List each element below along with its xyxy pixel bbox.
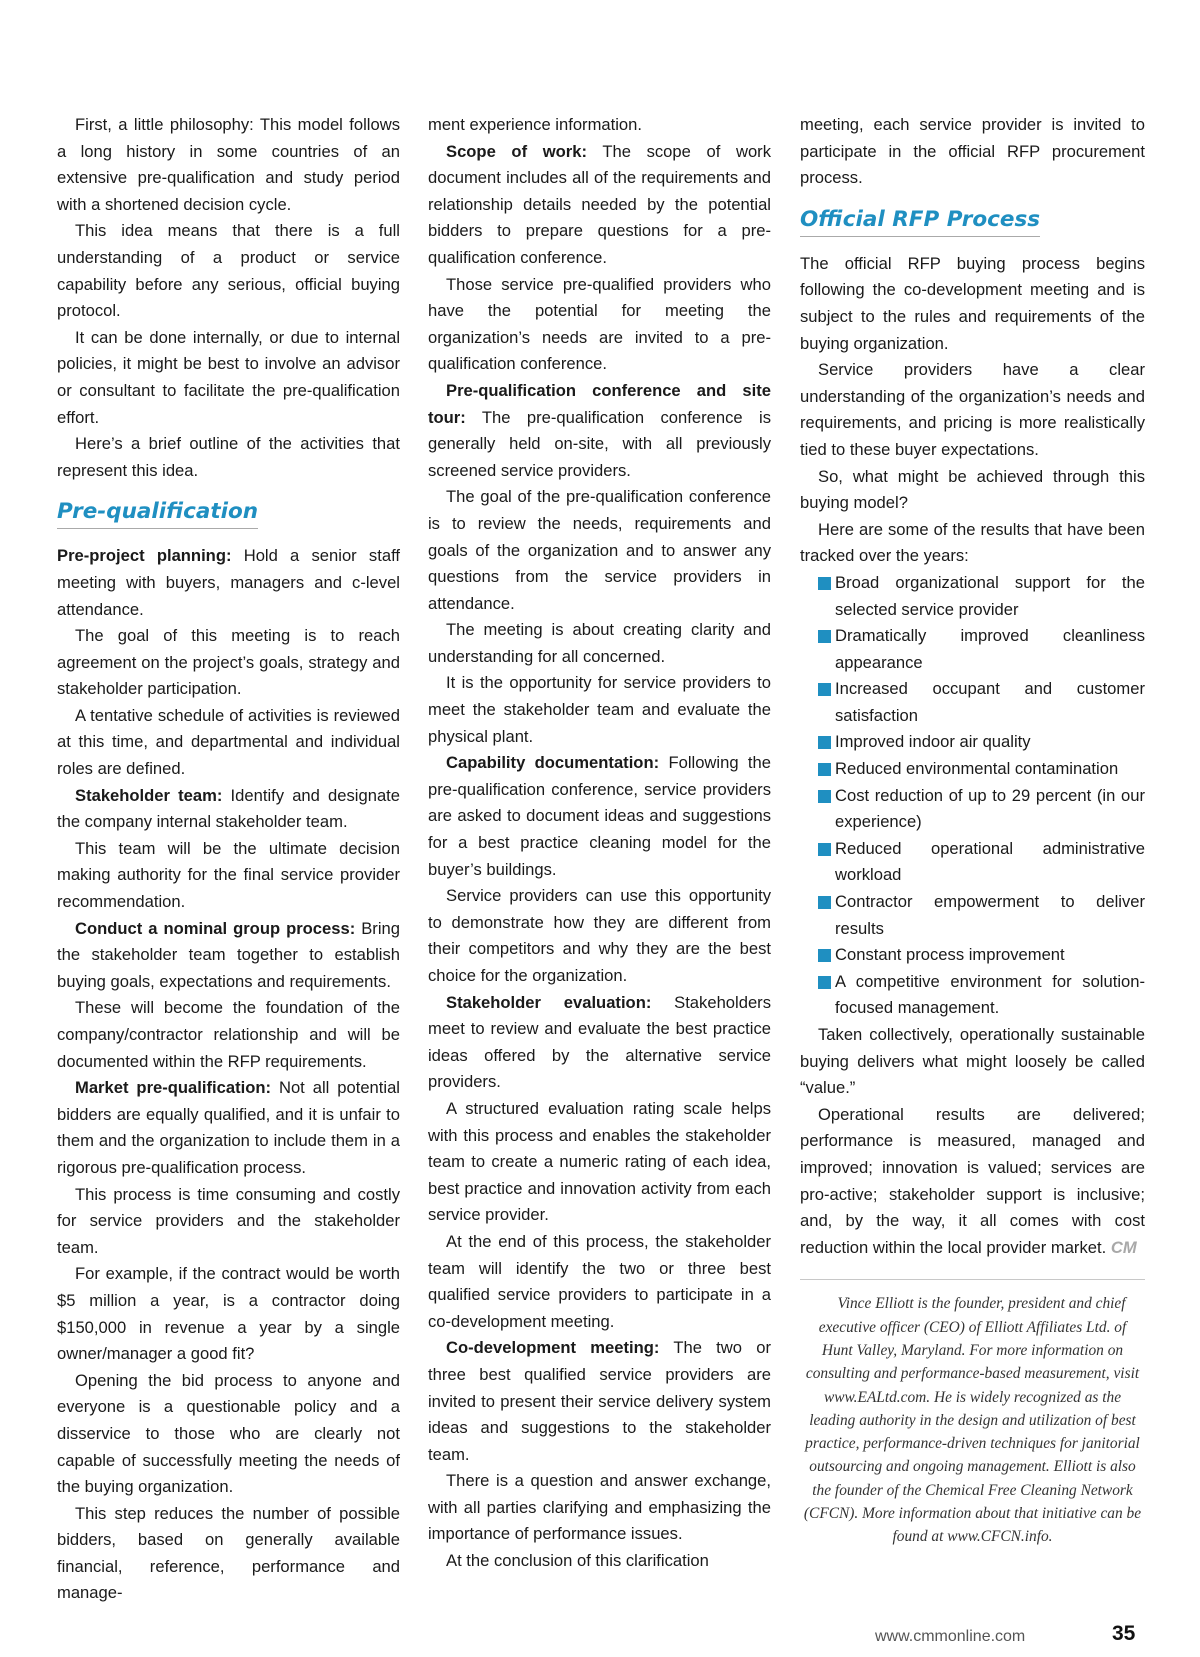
paragraph: For example, if the contract would be worth $5 million a year, is a contractor doing $150,000 in revenue a year by a single owner/manager a good fit? bbox=[57, 1264, 400, 1364]
list-item: Constant process improvement bbox=[800, 942, 1145, 969]
paragraph-capability-documentation bbox=[428, 750, 771, 883]
paragraph: So, what might be achieved through this buying model? bbox=[800, 466, 1145, 513]
square-bullet-icon bbox=[818, 949, 831, 962]
run-in-label: Co-development meeting: bbox=[446, 1338, 660, 1358]
paragraph-text: Following the pre-qualification conference, service providers are asked to document ideas and suggestions for a best practice cleaning model for the buyer’s buildings. bbox=[428, 753, 771, 879]
paragraph: The meeting is about creating clarity and understanding for all concerned. bbox=[428, 620, 771, 666]
author-bio: Vince Elliott is the founder, president and chief executive officer (CEO) of Elliott Affiliates Ltd. of Hunt Valley, Maryland. For more information on consulting and performance-based measurement, visit www.EALtd.com. He is widely recognized as the leading authority in the design and utilization of best practice, performance-driven techniques for janitorial outsourcing and ongoing management. Elliott is also the founder of the Chemical Free Cleaning Network (CFCN). More information about that initiative can be found at www.CFCN.info. bbox=[803, 1295, 1142, 1546]
list-item: Dramatically improved cleanliness appearance bbox=[800, 623, 1145, 676]
list-item: Reduced operational administrative workload bbox=[800, 836, 1145, 889]
paragraph: This step reduces the number of possible bidders, based on generally available financial, reference, performance and manage- bbox=[57, 1503, 400, 1603]
list-item: Improved indoor air quality bbox=[800, 729, 1145, 756]
paragraph-text: Operational results are delivered; performance is measured, managed and improved; innovation is valued; services are pro-active; stakeholder support is inclusive; and, by the way, it all comes with cost reduction within the local provider market. bbox=[800, 1104, 1145, 1257]
run-in-label: Capability documentation: bbox=[446, 753, 660, 773]
paragraph: These will become the foundation of the company/contractor relationship and will be documented within the RFP requirements. bbox=[57, 998, 400, 1071]
run-in-label: Market pre-qualification: bbox=[75, 1078, 272, 1098]
paragraph-text: Not all potential bidders are equally qualified, and it is unfair to them and the organization to include them in a rigorous pre-qualification process. bbox=[57, 1078, 400, 1177]
run-in-label: Conduct a nominal group process: bbox=[75, 918, 356, 938]
square-bullet-icon bbox=[818, 763, 831, 776]
list-item: A competitive environment for solution-focused management. bbox=[800, 969, 1145, 1022]
paragraph: meeting, each service provider is invited to participate in the official RFP procurement process. bbox=[800, 115, 1145, 188]
paragraph-text: Stakeholders meet to review and evaluate the best practice ideas offered by the alternative service providers. bbox=[428, 992, 771, 1092]
square-bullet-icon bbox=[818, 683, 831, 696]
square-bullet-icon bbox=[818, 736, 831, 749]
paragraph: The goal of this meeting is to reach agreement on the project’s goals, strategy and stakeholder participation. bbox=[57, 626, 400, 699]
paragraph: It is the opportunity for service providers to meet the stakeholder team and evaluate the physical plant. bbox=[428, 673, 771, 746]
paragraph: ment experience information. bbox=[428, 115, 642, 134]
paragraph-stakeholder-evaluation bbox=[428, 990, 771, 1096]
paragraph-text: The two or three best qualified service providers are invited to present their service delivery system ideas and suggestions to the stakeholder team. bbox=[428, 1338, 771, 1464]
paragraph: A structured evaluation rating scale helps with this process and enables the stakeholder team to create a numeric rating of each idea, best practice and innovation activity from each service provider. bbox=[428, 1098, 771, 1225]
run-in-label: Scope of work: bbox=[446, 141, 587, 161]
paragraph-pre-project bbox=[57, 543, 400, 623]
paragraph: Service providers can use this opportunity to demonstrate how they are different from their competitors and why they are the best choice for the organization. bbox=[428, 886, 771, 985]
square-bullet-icon bbox=[818, 577, 831, 590]
bio-divider bbox=[800, 1279, 1145, 1280]
paragraph-text: The scope of work document includes all of the requirements and relationship details needed by the potential bidders to prepare questions for a pre-qualification conference. bbox=[428, 141, 772, 267]
paragraph-text: Hold a senior staff meeting with buyers, managers and c-level attendance. bbox=[57, 546, 400, 619]
paragraph: This team will be the ultimate decision making authority for the final service provider recommendation. bbox=[57, 838, 400, 912]
paragraph: Taken collectively, operationally sustainable buying delivers what might loosely be called “value.” bbox=[800, 1025, 1145, 1098]
list-item: Reduced environmental contamination bbox=[800, 756, 1145, 783]
paragraph-stakeholder-team bbox=[57, 783, 400, 836]
paragraph: The goal of the pre-qualification conference is to review the needs, requirements and goals of the organization and to answer any questions from the service providers in attendance. bbox=[428, 487, 771, 613]
list-item: Increased occupant and customer satisfaction bbox=[800, 676, 1145, 729]
square-bullet-icon bbox=[818, 790, 831, 803]
paragraph: This idea means that there is a full understanding of a product or service capability before any serious, official buying protocol. bbox=[57, 221, 400, 321]
article-column-1 bbox=[57, 112, 400, 1607]
run-in-label: Pre-project planning: bbox=[57, 546, 232, 566]
list-item: Cost reduction of up to 29 percent (in our experience) bbox=[800, 783, 1145, 836]
paragraph-text: The pre-qualification conference is generally held on-site, with all previously screened service providers. bbox=[428, 407, 771, 480]
paragraph-market-prequalification bbox=[57, 1075, 400, 1181]
page-number: 35 bbox=[1112, 1622, 1136, 1645]
paragraph: Here are some of the results that have been tracked over the years: bbox=[800, 519, 1145, 566]
results-list bbox=[800, 570, 1145, 1022]
paragraph: Those service pre-qualified providers who have the potential for meeting the organization’s needs are invited to a pre-qualification conference. bbox=[428, 274, 771, 374]
end-mark-cm: CM bbox=[1110, 1237, 1137, 1257]
paragraph: At the end of this process, the stakeholder team will identify the two or three best qualified service providers to participate in a co-development meeting. bbox=[428, 1231, 771, 1331]
section-heading-official-rfp: Official RFP Process bbox=[800, 206, 1040, 237]
run-in-label: Stakeholder team: bbox=[75, 785, 223, 805]
square-bullet-icon bbox=[818, 843, 831, 856]
article-column-3 bbox=[800, 112, 1145, 1549]
paragraph: Service providers have a clear understanding of the organization’s needs and requirements, and pricing is more realistically tied to these buyer expectations. bbox=[800, 360, 1145, 459]
article-column-2 bbox=[428, 112, 771, 1575]
square-bullet-icon bbox=[818, 976, 831, 989]
paragraph-nominal-group bbox=[57, 916, 400, 996]
paragraph-co-development bbox=[428, 1335, 771, 1468]
list-item: Contractor empowerment to deliver results bbox=[800, 889, 1145, 942]
paragraph: Opening the bid process to anyone and everyone is a questionable policy and a disservice to those who are clearly not capable of successfully meeting the needs of the buying organization. bbox=[57, 1370, 400, 1497]
run-in-label: Stakeholder evaluation: bbox=[446, 992, 652, 1012]
paragraph: Here’s a brief outline of the activities that represent this idea. bbox=[57, 434, 400, 480]
run-in-label: Pre-qualification conference and site tour: bbox=[428, 380, 771, 427]
paragraph-scope-of-work bbox=[428, 139, 771, 272]
paragraph-closing bbox=[800, 1102, 1145, 1262]
paragraph-text: Identify and designate the company internal stakeholder team. bbox=[57, 785, 401, 832]
paragraph: First, a little philosophy: This model follows a long history in some countries of an extensive pre-qualification and study period with a shortened decision cycle. bbox=[57, 115, 400, 214]
paragraph: This process is time consuming and costly for service providers and the stakeholder team. bbox=[57, 1184, 400, 1257]
paragraph: It can be done internally, or due to internal policies, it might be best to involve an advisor or consultant to facilitate the pre-qualification effort. bbox=[57, 327, 400, 427]
list-item: Broad organizational support for the selected service provider bbox=[800, 570, 1145, 623]
footer-url: www.cmmonline.com bbox=[875, 1628, 1026, 1645]
paragraph: There is a question and answer exchange, with all parties clarifying and emphasizing the importance of performance issues. bbox=[428, 1471, 771, 1544]
section-heading-prequalification: Pre-qualification bbox=[57, 498, 258, 529]
square-bullet-icon bbox=[818, 630, 831, 643]
paragraph: At the conclusion of this clarification bbox=[446, 1551, 709, 1571]
paragraph-text: Bring the stakeholder team together to establish buying goals, expectations and requirements. bbox=[57, 918, 400, 991]
paragraph: A tentative schedule of activities is reviewed at this time, and departmental and individual roles are defined. bbox=[57, 705, 400, 779]
square-bullet-icon bbox=[818, 896, 831, 909]
paragraph: The official RFP buying process begins following the co-development meeting and is subject to the rules and requirements of the buying organization. bbox=[800, 253, 1145, 353]
paragraph-conference-tour bbox=[428, 378, 771, 484]
